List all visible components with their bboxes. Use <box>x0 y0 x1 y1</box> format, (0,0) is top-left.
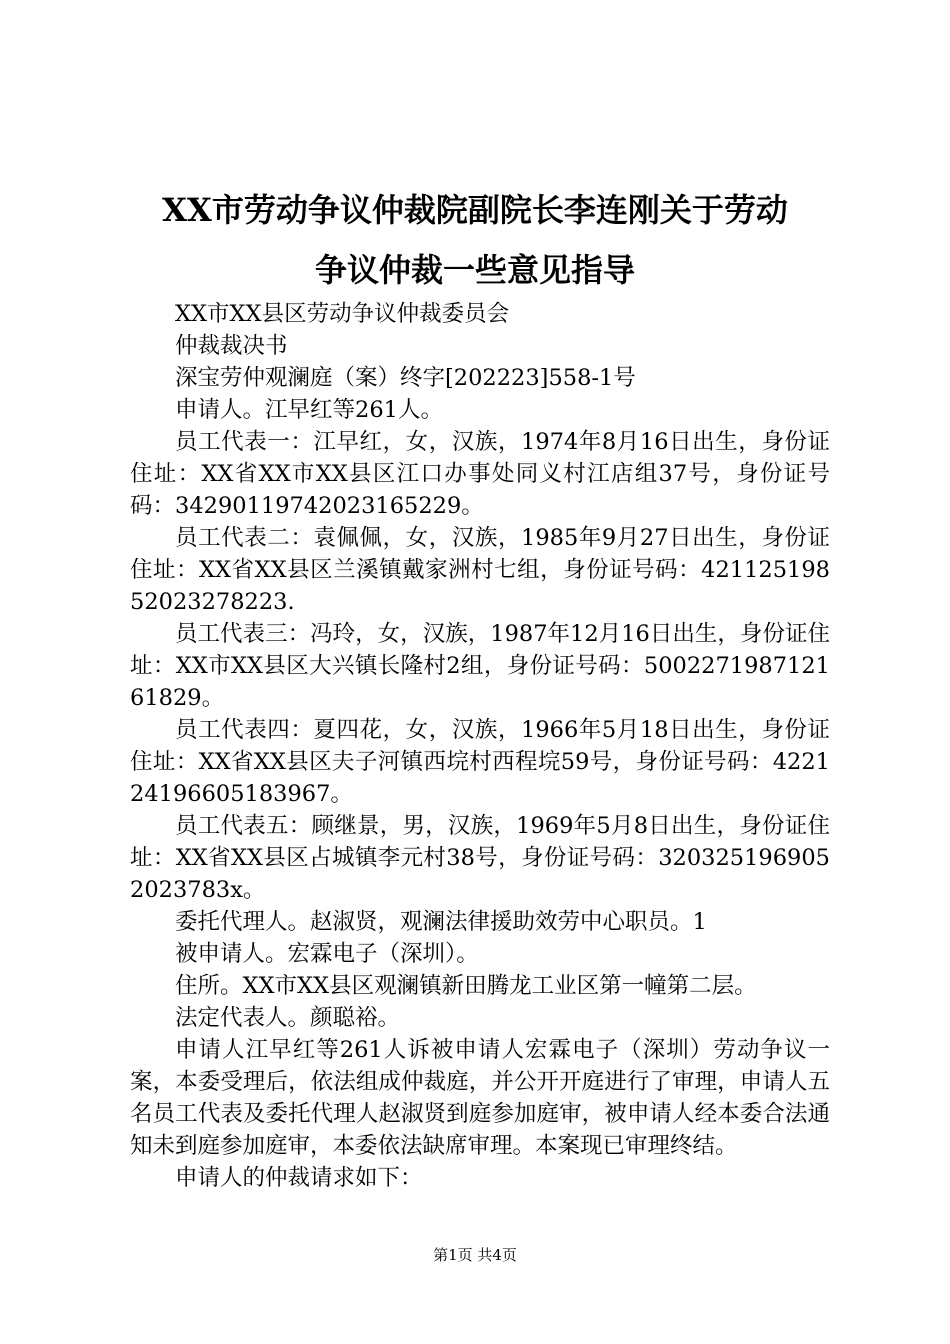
paragraph-doc-type: 仲裁裁决书 <box>175 333 288 359</box>
paragraph-representative-4: 员工代表四：夏四花，女，汉族，1966年5月18日出生，身份证住址：XX省XX县区夫子河镇西垸村西程垸59号，身份证号码：422124196605183967。 <box>130 717 830 807</box>
paragraph-case-number: 深宝劳仲观澜庭（案）终字[202223]558-1号 <box>175 365 636 391</box>
document-title-line-2: 争议仲裁一些意见指导 <box>314 251 635 289</box>
paragraph-representative-2: 员工代表二：袁佩佩，女，汉族，1985年9月27日出生，身份证住址：XX省XX县区兰溪镇戴家洲村七组，身份证号码：42112519852023278223. <box>130 525 830 615</box>
paragraph-agent: 委托代理人。赵淑贤，观澜法律援助效劳中心职员。1 <box>175 909 707 935</box>
paragraph-representative-5: 员工代表五：顾继景，男，汉族，1969年5月8日出生，身份证住址：XX省XX县区占城镇李元村38号，身份证号码：3203251969052023783x。 <box>130 813 830 903</box>
paragraph-claims-intro: 申请人的仲裁请求如下： <box>175 1165 423 1191</box>
page-footer: 第1页 共4页 <box>433 1246 517 1264</box>
paragraph-representative-3: 员工代表三：冯玲，女，汉族，1987年12月16日出生，身份证住址：XX市XX县区大兴镇长隆村2组，身份证号码：500227198712161829。 <box>130 621 830 711</box>
paragraph-applicant: 申请人。江早红等261人。 <box>175 397 443 423</box>
paragraph-representative-1: 员工代表一：江早红，女，汉族，1974年8月16日出生，身份证住址：XX省XX市XX县区江口办事处同义村江店组37号，身份证号码：34290119742023165229。 <box>130 429 830 519</box>
document-title-line-1: XX市劳动争议仲裁院副院长李连刚关于劳动 <box>162 191 788 229</box>
paragraph-case-summary: 申请人江早红等261人诉被申请人宏霖电子（深圳）劳动争议一案，本委受理后，依法组成仲裁庭，并公开开庭进行了审理，申请人五名员工代表及委托代理人赵淑贤到庭参加庭审，被申请人经本委合法通知未到庭参加庭审，本委依法缺席审理。本案现已审理终结。 <box>130 1037 830 1159</box>
paragraph-respondent: 被申请人。宏霖电子（深圳）。 <box>175 941 479 967</box>
paragraph-address: 住所。XX市XX县区观澜镇新田腾龙工业区第一幢第二层。 <box>175 973 757 999</box>
paragraph-legal-rep: 法定代表人。颜聪裕。 <box>175 1005 401 1031</box>
paragraph-committee: XX市XX县区劳动争议仲裁委员会 <box>175 301 510 327</box>
document-body <box>130 298 830 1194</box>
